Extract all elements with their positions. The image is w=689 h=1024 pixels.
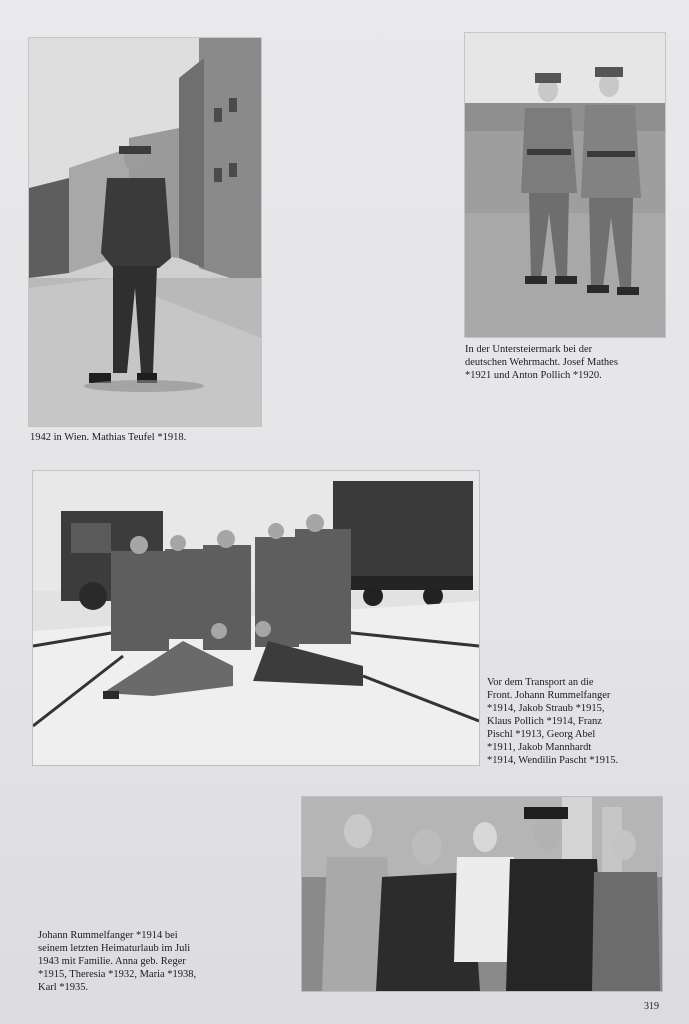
caption-line: Karl *1935. [38, 982, 89, 993]
caption-line: Front. Johann Rummelfanger [487, 690, 611, 701]
caption-line: Pischl *1913, Georg Abel [487, 729, 596, 740]
photo-soldier-street-wien [29, 38, 261, 426]
caption-photo-2 [465, 343, 618, 382]
caption-line: 1942 in Wien. Mathias Teufel *1918. [30, 432, 187, 443]
caption-line: deutschen Wehrmacht. Josef Mathes [465, 357, 618, 368]
caption-photo-4 [38, 929, 196, 994]
caption-line: Johann Rummelfanger *1914 bei [38, 930, 178, 941]
caption-photo-1 [30, 431, 186, 444]
caption-line: *1914, Jakob Straub *1915, [487, 703, 605, 714]
photo-soldiers-train-transport [33, 471, 479, 765]
caption-line: Klaus Pollich *1914, Franz [487, 716, 602, 727]
caption-line: *1911, Jakob Mannhardt [487, 742, 592, 753]
caption-line: *1915, Theresia *1932, Maria *1938, [38, 969, 197, 980]
caption-line: *1921 und Anton Pollich *1920. [465, 370, 602, 381]
caption-line: 1943 mit Familie. Anna geb. Reger [38, 956, 186, 967]
caption-line: Vor dem Transport an die [487, 677, 594, 688]
caption-photo-3 [487, 676, 618, 767]
photo-two-soldiers-untersteiermark [465, 33, 665, 337]
page-number: 319 [644, 1001, 659, 1012]
caption-line: In der Untersteiermark bei der [465, 344, 593, 355]
caption-line: *1914, Wendilin Pascht *1915. [487, 755, 619, 766]
caption-line: seinem letzten Heimaturlaub im Juli [38, 943, 191, 954]
photo-family-portrait [302, 797, 662, 991]
